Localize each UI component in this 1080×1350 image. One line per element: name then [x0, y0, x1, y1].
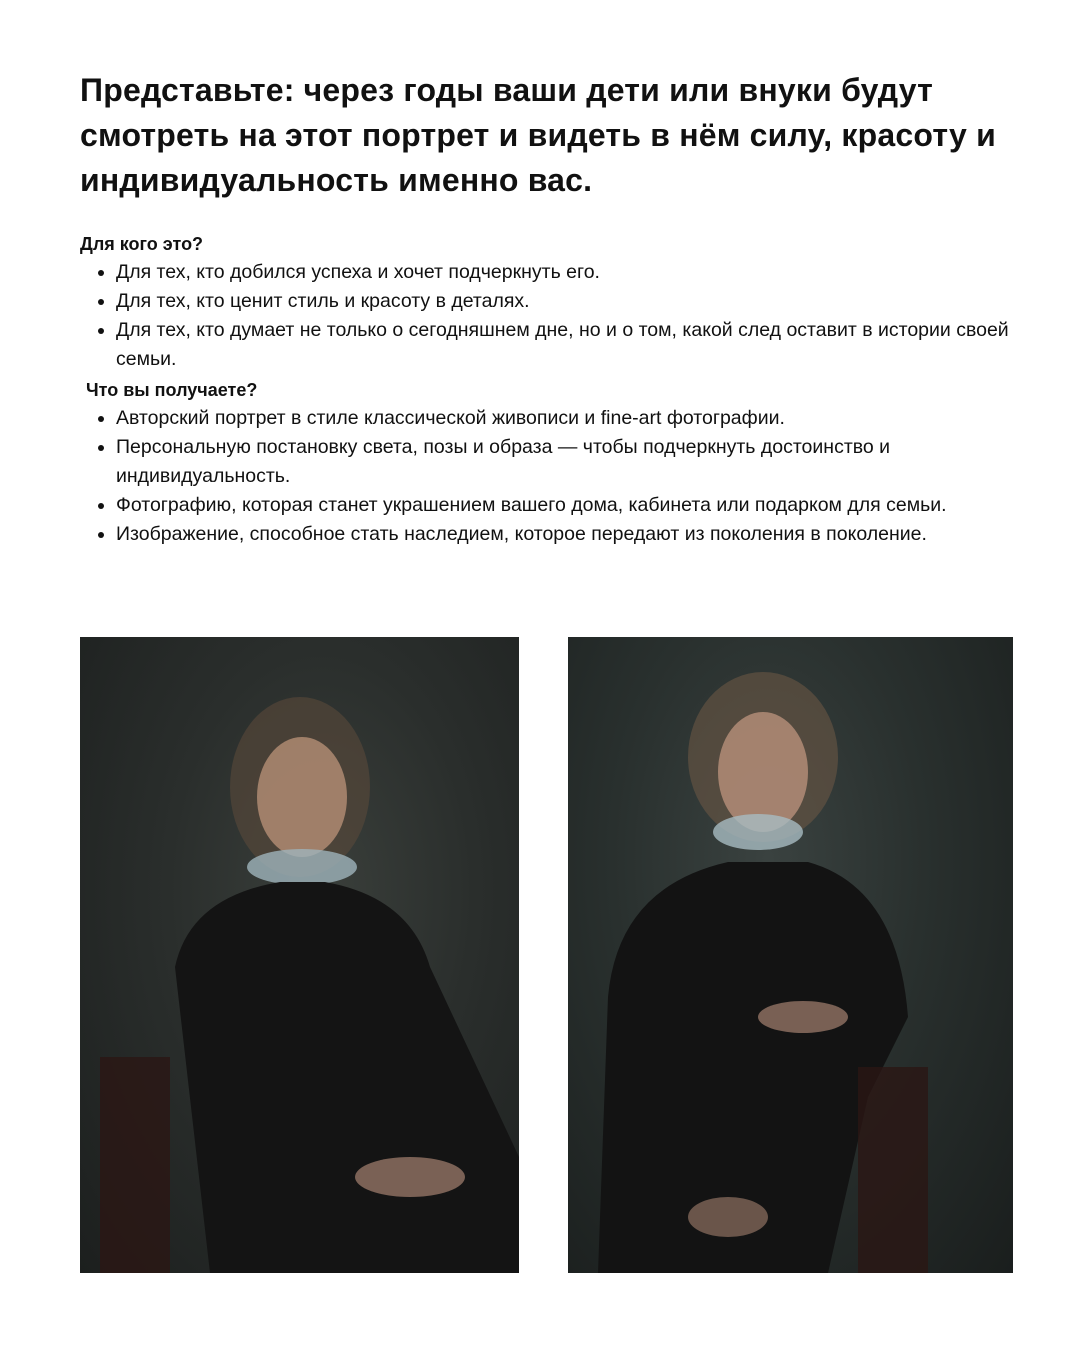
list-item: • Изображение, способное стать наследием, которое передают из поколения в поколение. [116, 520, 1020, 549]
benefits-list [80, 404, 1020, 549]
list-item: • Фотографию, которая станет украшением вашего дома, кабинета или подарком для семьи. [116, 491, 1020, 520]
section-heading-benefits: Что вы получаете? [86, 380, 258, 400]
list-item: • Авторский портрет в стиле классической живописи и fine-art фотографии. [116, 404, 1020, 433]
page-title: Представьте: через годы ваши дети или внуки будут смотреть на этот портрет и видеть в нём силу, красоту и индивидуальность именно вас. [80, 72, 996, 198]
list-item: • Для тех, кто ценит стиль и красоту в деталях. [116, 287, 1020, 316]
audience-list [80, 258, 1020, 374]
list-item: • Для тех, кто добился успеха и хочет подчеркнуть его. [116, 258, 1020, 287]
section-heading-audience: Для кого это? [80, 234, 204, 254]
content [80, 230, 1020, 551]
portrait-photo-2 [568, 637, 1013, 1273]
portrait-photo-1 [80, 637, 519, 1273]
list-item: • Для тех, кто думает не только о сегодняшнем дне, но и о том, какой след оставит в истории своей семьи. [116, 316, 1020, 374]
list-item: • Персональную постановку света, позы и образа — чтобы подчеркнуть достоинство и индивидуальность. [116, 433, 1020, 491]
